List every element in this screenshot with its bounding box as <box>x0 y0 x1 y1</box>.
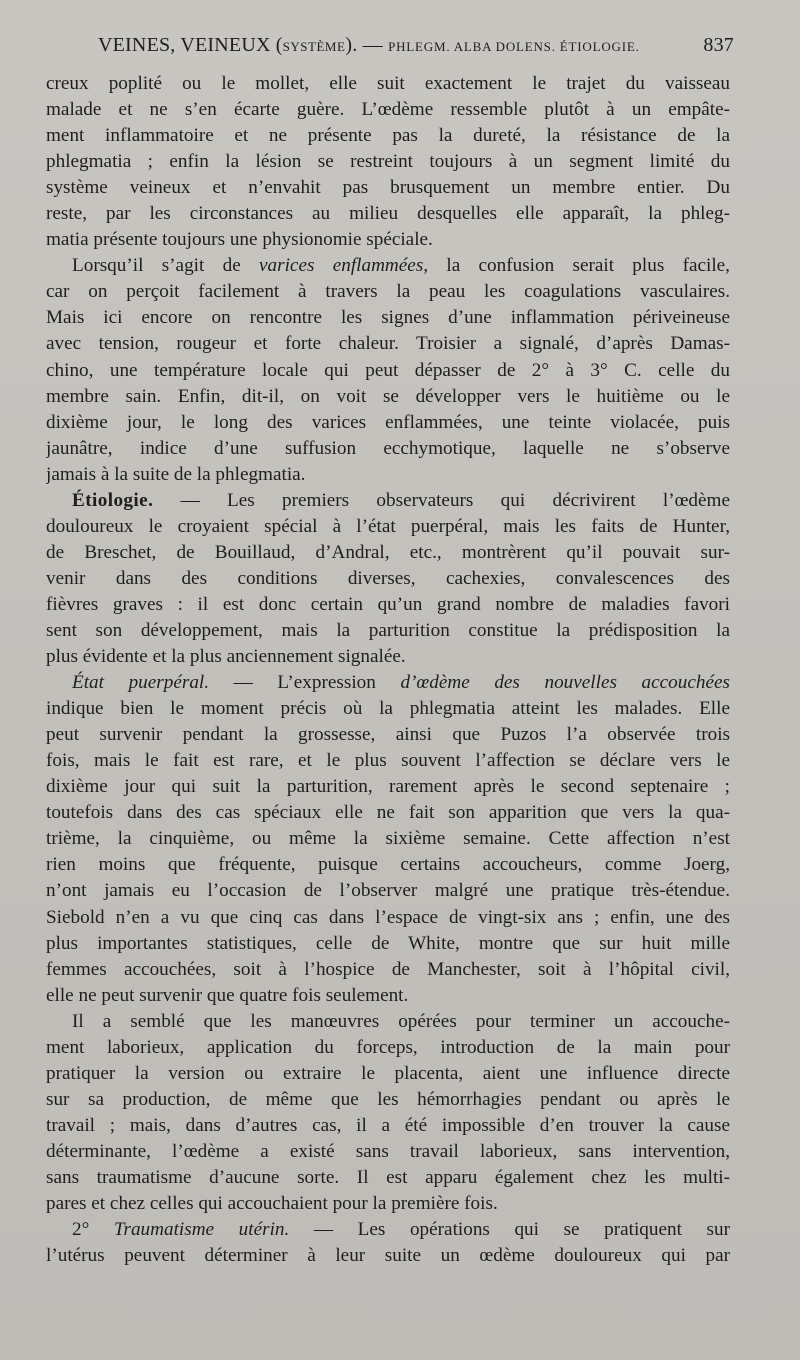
text-line: phlegmatia ; enfin la lésion se restreint toujours à un segment limité du <box>46 151 730 173</box>
text-line <box>46 1217 730 1243</box>
text-line <box>46 488 730 514</box>
running-title-main: VEINES, VEINEUX ( <box>98 34 283 56</box>
text-line: sur sa production, de même que les hémorrhagies pendant ou après le <box>46 1088 730 1110</box>
text-line: membre sain. Enfin, dit-il, on voit se développer vers le huitième ou le <box>46 385 730 407</box>
running-header <box>98 34 734 64</box>
text-line: malade et ne s’en écarte guère. L’œdème ressemble plutôt à un empâte- <box>46 99 730 121</box>
text-line: Il a semblé que les manœuvres opérées pour terminer un accouche- <box>72 1010 730 1032</box>
running-title-system: SYSTÈME <box>282 39 346 54</box>
text-line: venir dans des conditions diverses, cachexies, convalescences des <box>46 567 730 589</box>
text-fragment: — Les opérations qui se pratiquent sur <box>289 1219 730 1241</box>
text-line: dixième jour qui suit la parturition, rarement après le second septenaire ; <box>46 776 730 798</box>
text-line: Mais ici encore on rencontre les signes d’une inflammation périveineuse <box>46 307 730 329</box>
text-line: l’utérus peuvent déterminer à leur suite un œdème douloureux qui par <box>46 1245 730 1267</box>
text-line: jaunâtre, indice d’une suffusion ecchymotique, laquelle ne s’observe <box>46 437 730 459</box>
text-line: creux poplité ou le mollet, elle suit exactement le trajet du vaisseau <box>46 73 730 94</box>
body-text <box>46 71 730 1269</box>
text-line: trième, la cinquième, ou même la sixième semaine. Cette affection n’est <box>46 828 730 850</box>
text-line: femmes accouchées, soit à l’hospice de Manchester, soit à l’hôpital civil, <box>46 958 730 980</box>
text-line: fois, mais le fait est rare, et le plus souvent l’affection se déclare vers le <box>46 750 730 772</box>
text-line <box>46 670 730 696</box>
text-line: ment inflammatoire et ne présente pas la dureté, la résistance de la <box>46 125 730 147</box>
text-line: fièvres graves : il est donc certain qu’un grand nombre de maladies favori <box>46 593 730 615</box>
page-number: 837 <box>703 34 734 56</box>
text-line: peut survenir pendant la grossesse, ainsi que Puzos l’a observée trois <box>46 724 730 746</box>
text-line <box>46 253 730 279</box>
text-line: elle ne peut survenir que quatre fois seulement. <box>46 984 409 1006</box>
text-line: jamais à la suite de la phlegmatia. <box>46 463 306 485</box>
text-line: avec tension, rougeur et forte chaleur. Troisier a signalé, d’après Damas- <box>46 333 730 355</box>
text-fragment: 2° <box>72 1219 114 1241</box>
text-line: chino, une température locale qui peut dépasser de 2° à 3° C. celle du <box>46 359 730 381</box>
subsection-heading: État puerpéral. <box>72 672 210 694</box>
text-line: matia présente toujours une physionomie spéciale. <box>46 229 433 251</box>
text-line: pratiquer la version ou extraire le placenta, aient une influence directe <box>46 1062 730 1084</box>
text-line: dixième jour, le long des varices enflammées, une teinte violacée, puis <box>46 411 730 433</box>
text-fragment: la confusion serait plus facile, <box>428 255 730 277</box>
text-line: déterminante, l’œdème a existé sans travail laborieux, sans intervention, <box>46 1140 730 1162</box>
text-line: car on perçoit facilement à travers la peau les coagulations vasculaires. <box>46 281 730 303</box>
text-line: toutefois dans des cas spéciaux elle ne fait son apparition que vers la qua- <box>46 802 730 824</box>
text-line: système veineux et n’envahit pas brusquement un membre entier. Du <box>46 177 730 199</box>
text-line: n’ont jamais eu l’occasion de l’observer malgré une pratique très-étendue. <box>46 880 730 902</box>
text-line: de Breschet, de Bouillaud, d’Andral, etc., montrèrent qu’il pouvait sur- <box>46 541 730 563</box>
text-line: travail ; mais, dans d’autres cas, il a été impossible d’en trouver la cause <box>46 1114 730 1136</box>
text-fragment: — L’expression <box>209 672 401 694</box>
text-fragment: Lorsqu’il s’agit de <box>72 255 260 277</box>
text-line: douloureux le croyaient spécial à l’état puerpéral, mais les faits de Hunter, <box>46 515 730 537</box>
text-line: rien moins que fréquente, puisque certains accoucheurs, comme Joerg, <box>46 854 730 876</box>
text-line: sans traumatisme d’aucune sorte. Il est apparu également chez les multi- <box>46 1166 730 1188</box>
italic-term: d’œdème des nouvelles accouchées <box>400 672 730 694</box>
text-line: plus évidente et la plus anciennement signalée. <box>46 646 406 668</box>
running-title-section: PHLEGM. ALBA DOLENS. ÉTIOLOGIE. <box>388 39 640 54</box>
text-line: indique bien le moment précis où la phlegmatia atteint les malades. Elle <box>46 698 730 720</box>
text-line: reste, par les circonstances au milieu desquelles elle apparaît, la phleg- <box>46 203 730 225</box>
text-line: plus importantes statistiques, celle de White, montre que sur huit mille <box>46 932 730 954</box>
text-fragment: — Les premiers observateurs qui décrivirent l’œdème <box>153 489 730 511</box>
section-heading: Étiologie. <box>72 489 154 511</box>
text-line: ment laborieux, application du forceps, introduction de la main pour <box>46 1036 730 1058</box>
subsection-heading: Traumatisme utérin. <box>113 1219 290 1241</box>
text-line: sent son développement, mais la parturition constitue la prédisposition la <box>46 619 730 641</box>
running-title-close: ). — <box>345 34 389 56</box>
italic-term: varices enflammées, <box>259 255 429 277</box>
running-title <box>98 34 640 57</box>
text-line: pares et chez celles qui accouchaient pour la première fois. <box>46 1193 498 1215</box>
text-line: Siebold n’en a vu que cinq cas dans l’espace de vingt-six ans ; enfin, une des <box>46 906 730 928</box>
